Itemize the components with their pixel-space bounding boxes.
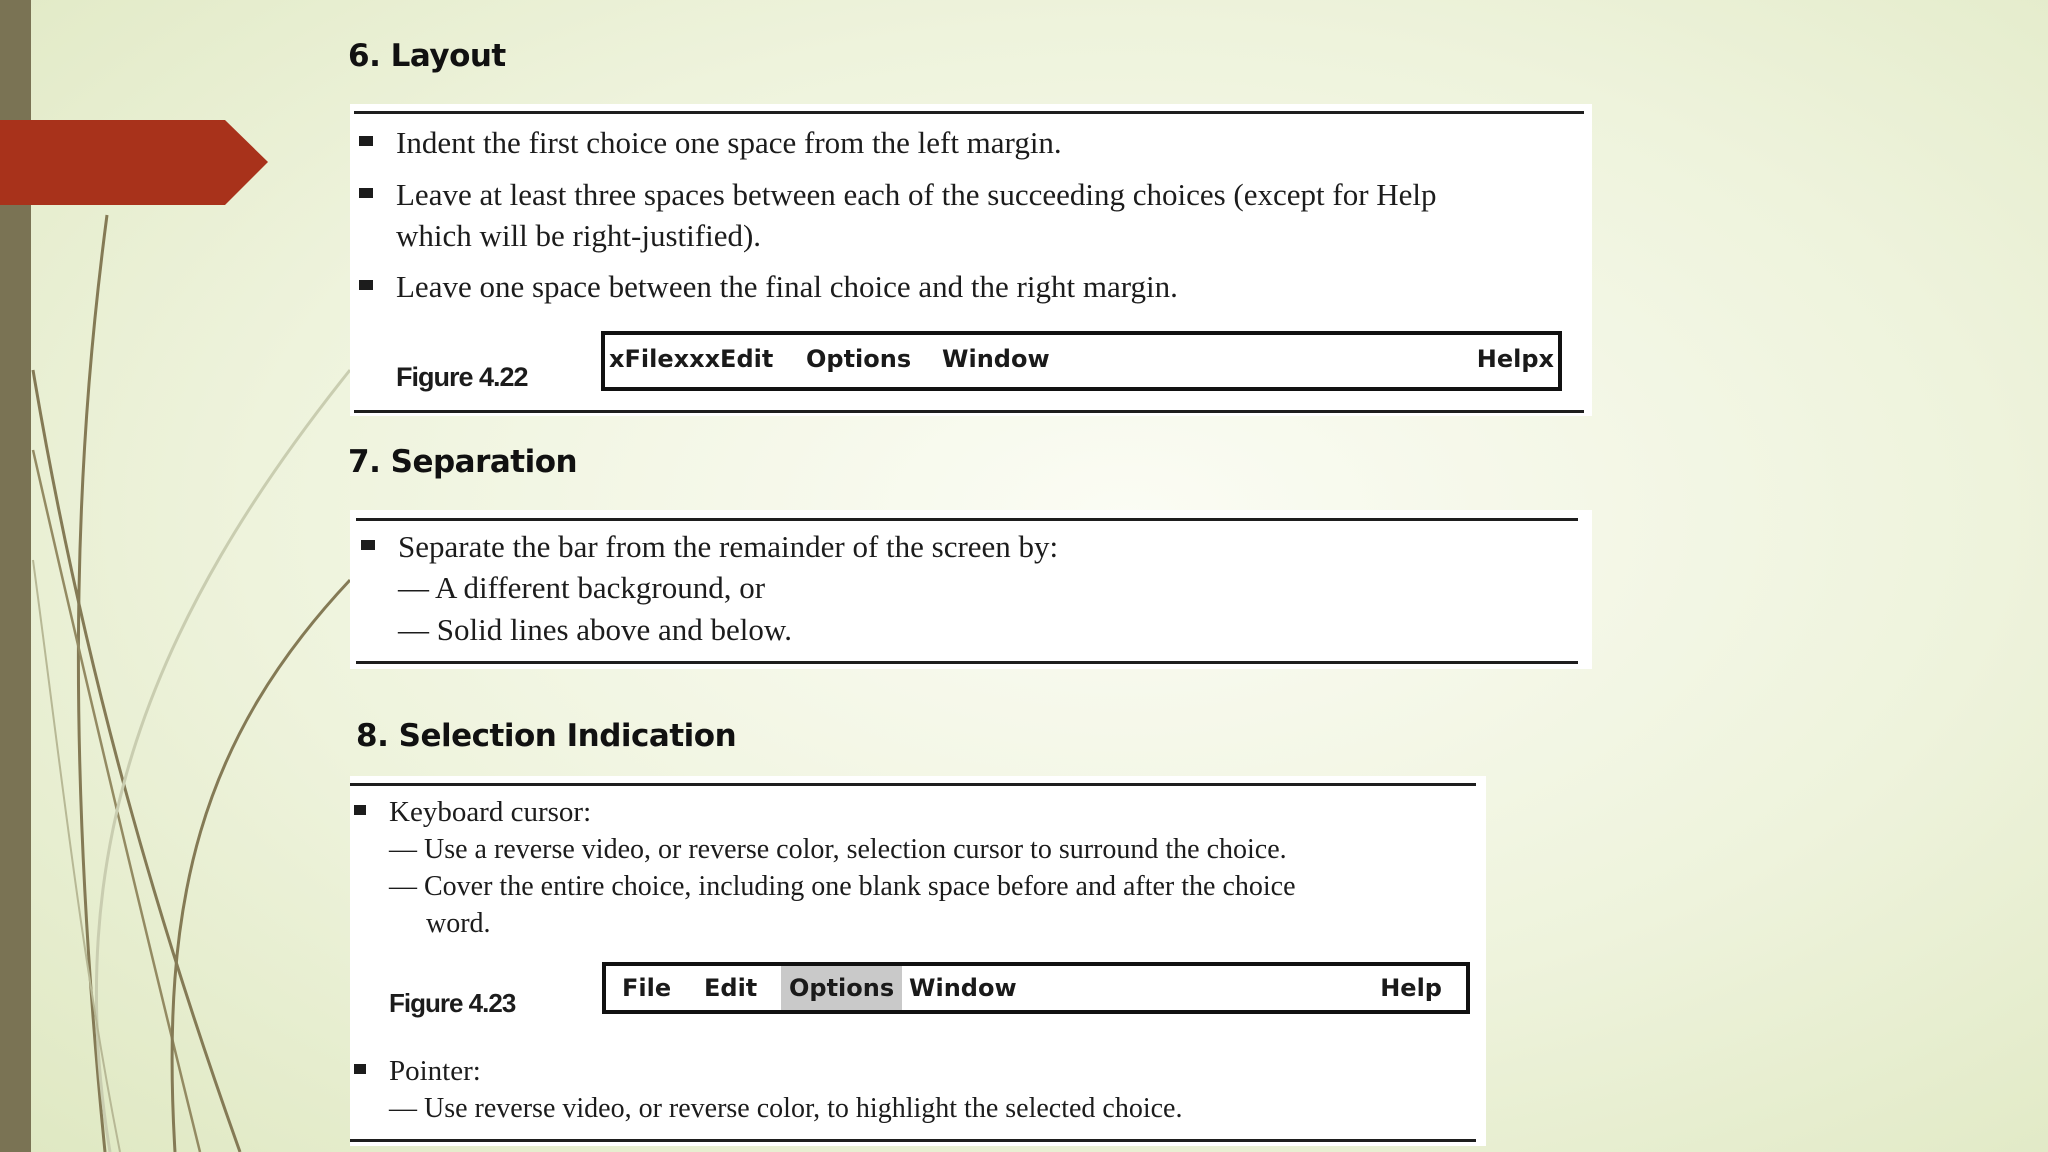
selection-sub-3: — Use reverse video, or reverse color, to highlight the selected choice.	[389, 1093, 1183, 1124]
menu-bar-figure-4-22	[601, 331, 1562, 391]
menu-item-help[interactable]: Helpx	[1476, 345, 1554, 373]
menu-item-file-edit[interactable]: xFilexxxEdit	[609, 345, 774, 373]
layout-bullet-2: Leave at least three spaces between each of the succeeding choices (except for Help	[396, 174, 1437, 215]
layout-bullet-1: Indent the first choice one space from the left margin.	[396, 122, 1062, 163]
separation-sub-1: — A different background, or	[398, 570, 766, 605]
figure-label-4-23: Figure 4.23	[389, 988, 516, 1018]
separation-sub-2: — Solid lines above and below.	[398, 612, 793, 647]
menu-bar-figure-4-23	[602, 962, 1470, 1014]
menu-item-file[interactable]: File	[622, 974, 672, 1002]
menu-item-window[interactable]: Window	[909, 974, 1017, 1002]
menu-item-options[interactable]: Options	[806, 345, 912, 373]
heading-layout: 6. Layout	[348, 38, 506, 74]
selection-sub-1: — Use a reverse video, or reverse color, selection cursor to surround the choice.	[389, 834, 1287, 865]
menu-item-window[interactable]: Window	[942, 345, 1050, 373]
heading-selection-indication: 8. Selection Indication	[356, 718, 737, 754]
selection-panel	[350, 776, 1486, 1146]
separation-bullet: Separate the bar from the remainder of the screen by:	[398, 526, 1058, 567]
selection-bullet-pointer: Pointer:	[389, 1052, 481, 1090]
selection-bullet-keyboard: Keyboard cursor:	[389, 793, 591, 831]
layout-panel	[350, 104, 1592, 416]
menu-item-edit[interactable]: Edit	[704, 974, 758, 1002]
layout-bullet-2-cont: which will be right-justified).	[396, 218, 762, 253]
selection-sub-2: — Cover the entire choice, including one blank space before and after the choice	[389, 871, 1296, 902]
layout-bullet-3: Leave one space between the final choice and the right margin.	[396, 266, 1178, 307]
menu-item-options-selected[interactable]: Options	[781, 966, 902, 1010]
menu-item-help[interactable]: Help	[1380, 974, 1442, 1002]
figure-label-4-22: Figure 4.22	[396, 362, 528, 392]
heading-separation: 7. Separation	[348, 444, 578, 480]
separation-panel	[350, 510, 1592, 669]
section-arrow-tab	[0, 120, 268, 205]
selection-sub-2-cont: word.	[426, 908, 491, 939]
